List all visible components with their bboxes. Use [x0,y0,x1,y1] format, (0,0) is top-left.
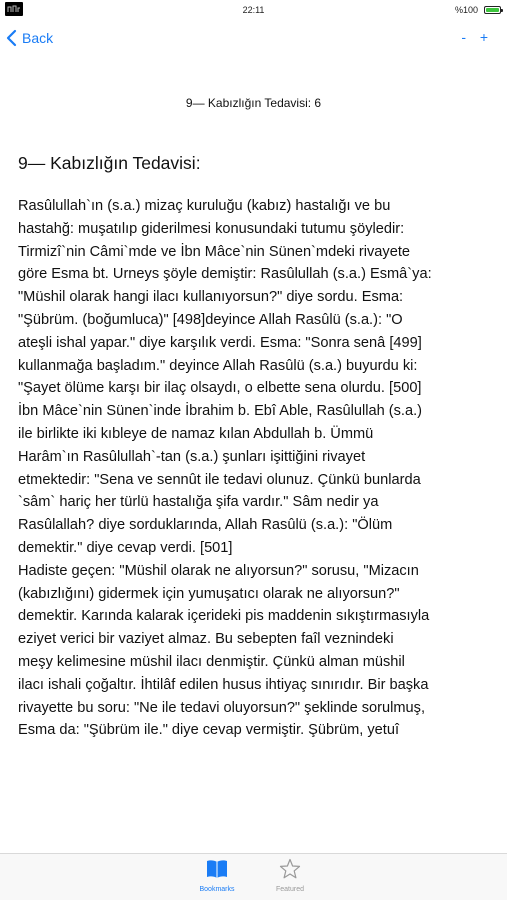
body-line: "Şübrüm. (boğumluca)" [498]deyince Allah Rasûlü (s.a.): "O [18,311,403,328]
body-line: Harâm`ın Rasûlullah`-tan (s.a.) şunları işittiğini rivayet [18,448,366,465]
back-label: Back [22,30,54,46]
star-icon [279,858,301,880]
body-line: Rasûlallah? diye sorduklarında, Allah Rasûlü (s.a.): "Ölüm [18,517,393,534]
zoom-out-button[interactable]: - [461,29,466,45]
navigation-bar [0,20,507,58]
tab-featured-label: Featured [275,886,305,893]
body-line: hastahğ: muşatılıp giderilmesi konusundaki tutumu şöyledir: [18,220,405,237]
body-line: "Şayet ölüme karşı bir ilaç olsaydı, o elbette sena olurdu. [500] [18,380,422,397]
body-line: İbn Mâce`nin Sünen`inde İbrahim b. Ebî Able, Rasûlullah (s.a.) [18,403,422,420]
body-line: kullanmağa başladım." deyince Allah Rasûlü (s.a.) buyurdu ki: [18,357,418,374]
body-line: Tirmizî`nin Câmi`mde ve İbn Mâce`nin Sünen`mdeki rivayete [18,243,411,260]
body-line: meşy kelimesine müshil ilacı denmiştir. Çünkü alman müshil [18,653,405,670]
zoom-in-button[interactable]: + [479,29,488,45]
body-line: Rasûlullah`ın (s.a.) mizaç kuruluğu (kabız) hastalığı ve bu [18,198,391,214]
article-body [18,195,496,742]
back-button[interactable] [6,28,53,48]
body-line: rivayette bu soru: "Ne ile tedavi oluyorsun?" şeklinde sorulmuş, [18,699,426,716]
body-line: Hadiste geçen: "Müshil olarak ne alıyorsun?" sorusu, "Mizacın [18,562,419,579]
body-line: demektir." diye cevap verdi. [501] [18,539,233,556]
tab-featured[interactable] [260,858,320,893]
body-line: Esma da: "Şübrüm ile." diye cevap vermiştir. Şübrüm, yetuî [18,722,400,739]
body-line: ateşli ishal yapar." diye karşılık verdi. Esma: "Sonra senâ [499] [18,334,422,351]
article-content[interactable] [18,151,496,801]
body-line: demektir. Karında kalarak içerideki pis maddenin sıkıştırmasıyla [18,608,430,625]
body-line: ilacı ishali çoğaltır. İhtilâf edilen husus ihtiyaç sınırıdır. Bir başka [18,676,429,693]
tab-bar [0,853,507,900]
body-line: `sâm` hariç her türlü hastalığa şifa vardır." Sâm nedir ya [18,494,379,511]
status-time: 22:11 [242,5,265,15]
page-header: 9— Kabızlığın Tedavisi: 6 [185,96,322,110]
tab-bookmarks-label: Bookmarks [199,886,235,893]
chevron-left-icon [6,29,17,47]
body-line: eziyet verici bir vaziyet almaz. Bu sebepten faîl veznindeki [18,631,394,648]
body-line: "Müshil olarak hangi ilacı kullanıyorsun?" diye sordu. Esma: [18,289,404,306]
body-line: etmektedir: "Sena ve sennût ile tedavi olunuz. Çünkü bunlarda [18,471,421,488]
body-line: ile birlikte iki kıbleye de namaz kılan Abdullah b. Ümmü [18,425,374,442]
book-icon [205,858,229,880]
battery-percentage: %100 [454,5,478,15]
body-line: göre Esma bt. Urneys şöyle demiştir: Rasûlullah (s.a.) Esmâ`ya: [18,266,432,283]
battery-icon [484,6,501,14]
section-title: 9— Kabızlığın Tedavisi: [18,153,201,173]
status-bar [0,0,507,20]
body-line: (kabızlığını) gidermek için yumuşatıcı olarak ne alıyorsun?" [18,585,400,602]
tab-bookmarks[interactable] [187,858,247,893]
